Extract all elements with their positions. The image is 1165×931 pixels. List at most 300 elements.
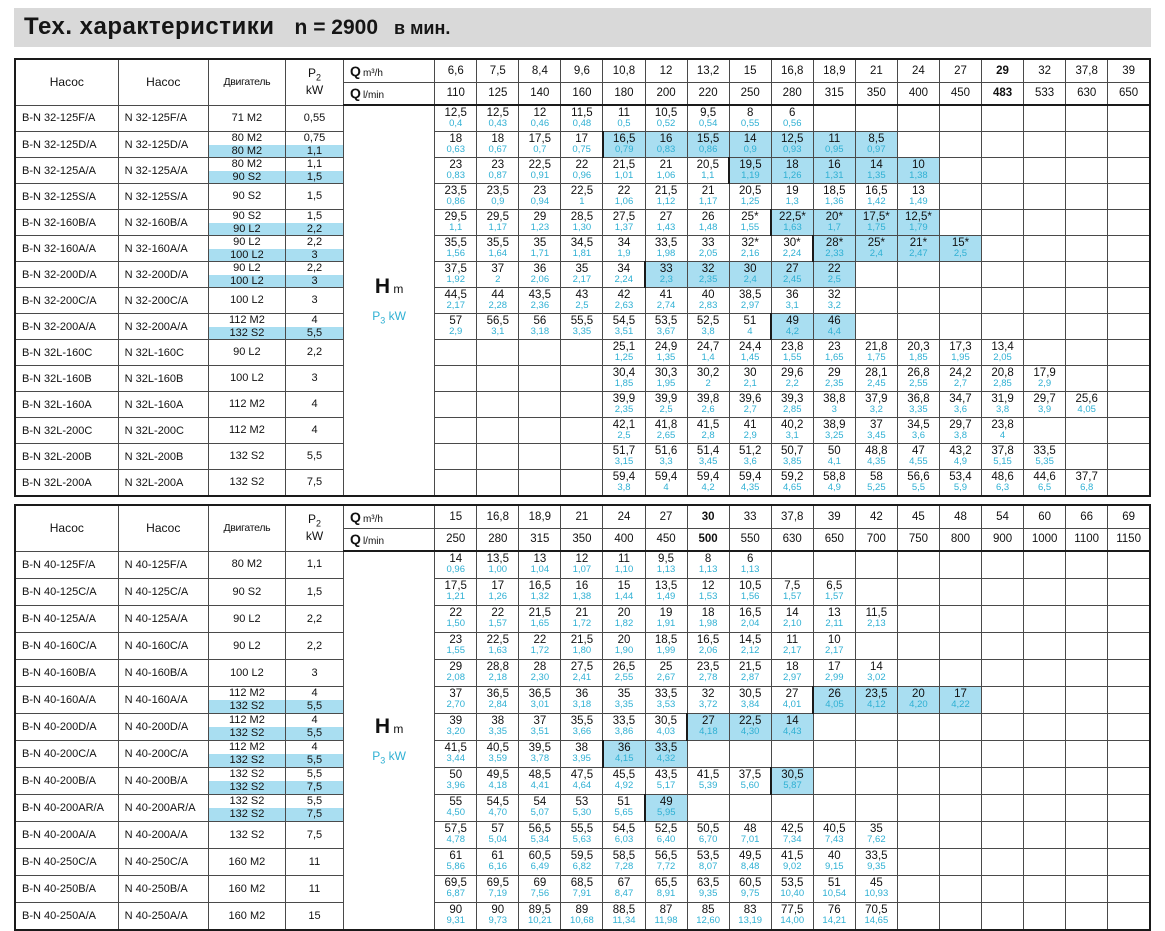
p3-value: 8,47 [614, 888, 634, 899]
p3-value: 1,75 [867, 222, 886, 233]
pump-n-name: N 40-160C/A [118, 633, 208, 660]
data-cell [1024, 551, 1066, 579]
motor-line: 132 S2 [209, 327, 285, 340]
data-cell [982, 822, 1024, 849]
p2-line: 7,5 [306, 476, 323, 489]
data-cell [519, 849, 561, 876]
data-cell [897, 849, 939, 876]
p3-value: 2,18 [488, 672, 508, 683]
data-cell [771, 314, 813, 340]
data-cell [435, 660, 477, 687]
p3-value: 7,34 [782, 834, 802, 845]
data-cell [897, 822, 939, 849]
p3-value: 7,56 [530, 888, 550, 899]
head-value: 49,5 [738, 850, 762, 862]
head-value: 17,5 [444, 580, 467, 592]
head-value: 33,5 [865, 850, 888, 862]
p3-value: 1,98 [698, 618, 718, 629]
p3-value: 0,83 [446, 170, 465, 181]
data-cell [1024, 795, 1066, 822]
p3-value: 1,13 [698, 564, 718, 575]
head-value: 36,8 [907, 393, 930, 405]
head-value: 88,5 [612, 904, 636, 916]
pump-bn-name: B-N 40-160A/A [15, 687, 118, 714]
data-cell [982, 714, 1024, 741]
head-value: 35 [869, 823, 883, 835]
p2-unit: kW [305, 529, 324, 544]
head-value: 35 [575, 263, 589, 275]
data-cell [855, 392, 897, 418]
p3-value: 1,43 [656, 222, 676, 233]
data-cell [855, 184, 897, 210]
data-cell [645, 714, 687, 741]
data-cell [519, 236, 561, 262]
head-value: 18 [785, 159, 799, 171]
data-cell [982, 606, 1024, 633]
head-value: 10,5 [654, 107, 678, 119]
head-value: 23 [827, 341, 841, 353]
motor-line: 90 L2 [233, 639, 261, 652]
p3-value: 1,13 [740, 564, 760, 575]
data-cell [939, 210, 981, 236]
data-cell [1024, 184, 1066, 210]
data-cell [603, 822, 645, 849]
column-header-pump-n: Насос [118, 505, 208, 551]
head-value: 17 [827, 661, 841, 673]
head-value: 22,5 [738, 715, 762, 727]
head-value: 23,5 [444, 185, 467, 197]
pump-bn-name: B-N 40-200C/A [15, 741, 118, 768]
data-cell [982, 444, 1024, 470]
p2-cell [285, 660, 343, 687]
data-cell [603, 314, 645, 340]
data-cell [813, 660, 855, 687]
data-cell [561, 105, 603, 132]
p3-value: 2,17 [782, 645, 802, 656]
head-value: 11,5 [571, 107, 593, 119]
flow-m3h-value: 15 [435, 505, 477, 528]
data-cell [1024, 579, 1066, 606]
data-cell [603, 579, 645, 606]
data-cell [1108, 236, 1150, 262]
data-cell [1024, 444, 1066, 470]
p3-value: 3,44 [446, 753, 465, 764]
spec-table-bn40 [14, 504, 1151, 931]
head-value: 41,5 [696, 419, 720, 431]
pump-bn-name: B-N 40-125F/A [15, 551, 118, 579]
column-header-motor: Двигатель [208, 59, 285, 105]
motor-cell [208, 579, 285, 606]
flow-lmin-value: 250 [729, 82, 771, 105]
p3-value: 3,45 [867, 430, 886, 441]
head-value: 17 [954, 688, 967, 700]
data-cell [729, 470, 771, 497]
data-cell [687, 606, 729, 633]
p2-line: 0,75 [303, 132, 326, 144]
p3-value: 3,35 [572, 326, 592, 337]
motor-line: 112 M2 [228, 314, 265, 326]
head-value: 22 [491, 607, 505, 619]
head-value: 14 [743, 133, 757, 145]
q-symbol: Q [350, 62, 361, 79]
p3-value: 5,34 [530, 834, 550, 845]
data-cell [729, 768, 771, 795]
p3-value: 2,05 [698, 248, 718, 259]
head-value: 16,5 [738, 607, 762, 619]
flow-m3h-value: 30 [687, 505, 729, 528]
flow-lmin-value: 400 [603, 528, 645, 551]
p3-value: 1,85 [614, 378, 634, 389]
head-value: 42 [617, 289, 631, 301]
p3-value: 11,98 [654, 915, 678, 926]
data-cell [897, 551, 939, 579]
head-value: 22 [575, 159, 589, 171]
p3-value: 10,21 [527, 915, 552, 926]
p3-value: 2,55 [909, 378, 928, 389]
data-cell [1066, 340, 1108, 366]
head-value: 30 [743, 367, 757, 379]
data-cell [1066, 132, 1108, 158]
flow-m3h-value: 37,8 [771, 505, 813, 528]
data-cell [1024, 849, 1066, 876]
head-value: 44,5 [444, 289, 467, 301]
p3-value: 1,91 [656, 618, 676, 629]
data-cell [813, 876, 855, 903]
data-cell [645, 132, 687, 158]
head-value: 21,5 [528, 607, 552, 619]
head-value: 70,5 [865, 904, 888, 916]
p3-value: 2,24 [782, 248, 802, 259]
data-cell [813, 903, 855, 931]
p3-value: 9,75 [740, 888, 760, 899]
flow-m3h-value: 24 [897, 59, 939, 82]
p3-value: 2,13 [867, 618, 886, 629]
data-cell [771, 876, 813, 903]
head-value: 41,5 [444, 742, 467, 754]
head-value: 44 [491, 289, 505, 301]
data-cell [939, 262, 981, 288]
data-cell [687, 418, 729, 444]
head-value: 57 [449, 315, 463, 327]
pump-row [15, 606, 1150, 633]
head-value: 48,6 [991, 471, 1014, 483]
data-cell [603, 158, 645, 184]
p3-value: 0,94 [530, 196, 550, 207]
data-cell [855, 849, 897, 876]
data-cell [855, 687, 897, 714]
head-value: 16 [659, 133, 673, 145]
head-value: 56,5 [528, 823, 552, 835]
data-cell [1024, 340, 1066, 366]
data-cell [982, 470, 1024, 497]
data-cell [477, 314, 519, 340]
data-cell [813, 366, 855, 392]
head-value: 23 [449, 159, 463, 171]
head-value: 30,5 [654, 715, 677, 727]
head-value: 24,2 [949, 367, 972, 379]
p3-symbol: Р [372, 749, 381, 764]
head-value: 34 [617, 263, 631, 275]
head-value: 13,5 [486, 553, 509, 565]
p3-value: 0,54 [698, 118, 718, 129]
p2-cell [285, 795, 343, 822]
head-value: 60,5 [528, 850, 552, 862]
data-cell [645, 366, 687, 392]
pump-bn-name: B-N 32-125D/A [15, 132, 118, 158]
p3-value: 4,18 [488, 780, 508, 791]
p2-cell [285, 418, 343, 444]
p3-value: 2,17 [446, 300, 465, 311]
data-cell [771, 470, 813, 497]
head-value: 36,5 [486, 688, 509, 700]
motor-cell [208, 714, 285, 741]
data-cell [603, 795, 645, 822]
head-value: 51,6 [654, 445, 678, 457]
head-value: 59,4 [612, 471, 636, 483]
data-cell [1108, 418, 1150, 444]
data-cell [687, 551, 729, 579]
motor-cell [208, 210, 285, 236]
motor-cell [208, 418, 285, 444]
data-cell [645, 470, 687, 497]
head-value: 33 [659, 263, 673, 275]
p3-value: 11,34 [612, 915, 636, 926]
data-cell [435, 470, 477, 497]
data-cell [435, 340, 477, 366]
data-cell [519, 876, 561, 903]
head-value: 26,5 [612, 661, 636, 673]
head-value: 50,7 [781, 445, 804, 457]
p3-value: 0,96 [572, 170, 592, 181]
pump-n-name: N 32-200C/A [118, 288, 208, 314]
pump-n-name: N 32L-160A [118, 392, 208, 418]
data-cell [519, 158, 561, 184]
data-cell [435, 288, 477, 314]
data-cell [939, 288, 981, 314]
head-value: 17,5* [862, 211, 890, 223]
data-cell [813, 849, 855, 876]
data-cell [1024, 741, 1066, 768]
head-value: 20 [912, 688, 925, 700]
data-cell [1066, 579, 1108, 606]
data-cell [435, 849, 477, 876]
p3-value: 4,12 [867, 699, 886, 710]
p3-value: 4,01 [782, 699, 802, 710]
data-cell [729, 392, 771, 418]
flow-m3h-value: 39 [1108, 59, 1150, 82]
p2-cell [285, 579, 343, 606]
p3-value: 2,7 [953, 378, 968, 389]
data-cell [939, 741, 981, 768]
head-value: 42,1 [612, 419, 636, 431]
data-cell [1024, 633, 1066, 660]
p3-value: 2,2 [785, 378, 799, 389]
p3-value: 1,49 [909, 196, 928, 207]
flow-m3h-value: 48 [939, 505, 981, 528]
head-value: 16,5 [865, 185, 888, 197]
p3-value: 1,10 [614, 564, 634, 575]
data-cell [477, 418, 519, 444]
p2-line: 4 [311, 687, 318, 699]
head-value: 9,5 [658, 553, 675, 565]
p3-value: 2,74 [656, 300, 676, 311]
p3-value: 10,54 [822, 888, 847, 899]
head-value: 6 [746, 553, 754, 565]
head-value: 54,5 [612, 823, 636, 835]
p3-value: 7,72 [656, 861, 676, 872]
head-value: 37 [449, 688, 463, 700]
data-cell [645, 262, 687, 288]
p3-value: 8,48 [740, 861, 760, 872]
data-cell [771, 741, 813, 768]
data-cell [897, 444, 939, 470]
data-cell [939, 132, 981, 158]
pump-bn-name: B-N 32L-160C [15, 340, 118, 366]
data-cell [771, 184, 813, 210]
pump-row [15, 470, 1150, 497]
data-cell [939, 903, 981, 931]
head-value: 48 [743, 823, 757, 835]
p2-cell [285, 236, 343, 262]
p3-value: 0,87 [488, 170, 508, 181]
head-value: 85 [701, 904, 715, 916]
flow-lmin-value: 280 [771, 82, 813, 105]
p3-value: 3,18 [530, 326, 550, 337]
p3-value: 10,68 [570, 915, 594, 926]
p3-value: 3,1 [491, 326, 505, 337]
head-value: 48,5 [528, 769, 552, 781]
pump-row [15, 795, 1150, 822]
flow-m3h-value: 6,6 [435, 59, 477, 82]
data-cell [435, 444, 477, 470]
p2-cell [285, 262, 343, 288]
data-cell [561, 633, 603, 660]
data-cell [519, 714, 561, 741]
head-value: 65,5 [654, 877, 678, 889]
head-value: 25,1 [612, 341, 636, 353]
p3-value: 2,35 [698, 274, 718, 285]
pump-row [15, 551, 1150, 579]
p3-value: 7,43 [825, 834, 844, 845]
head-value: 23,5 [486, 185, 509, 197]
motor-cell [208, 340, 285, 366]
motor-cell [208, 105, 285, 132]
pump-n-name: N 40-250C/A [118, 849, 208, 876]
motor-cell [208, 903, 285, 931]
head-value: 45 [869, 877, 883, 889]
motor-line: 90 S2 [209, 171, 285, 184]
data-cell [645, 606, 687, 633]
head-value: 57 [491, 823, 505, 835]
p3-value: 5,30 [572, 807, 592, 818]
head-value: 76 [827, 904, 841, 916]
data-cell [939, 551, 981, 579]
head-value: 39,8 [696, 393, 720, 405]
head-value: 43,5 [528, 289, 552, 301]
data-cell [813, 340, 855, 366]
head-value: 51 [827, 877, 841, 889]
p2-cell [285, 444, 343, 470]
flow-lmin-value: 110 [435, 82, 477, 105]
head-value: 56,5 [654, 850, 678, 862]
p3-value: 1,37 [614, 222, 634, 233]
data-cell [771, 340, 813, 366]
head-value: 43,5 [654, 769, 678, 781]
p3-value: 3,96 [446, 780, 465, 791]
head-value: 23 [533, 185, 547, 197]
p3-value: 1,75 [867, 352, 886, 363]
p3-value: 3,8 [953, 430, 968, 441]
data-cell [771, 132, 813, 158]
data-cell [435, 418, 477, 444]
p3-value: 1,32 [530, 591, 550, 602]
p2-line: 4 [311, 398, 318, 411]
data-cell [561, 444, 603, 470]
p3-value: 4,70 [488, 807, 508, 818]
p2-line: 3 [286, 249, 343, 262]
data-cell [897, 392, 939, 418]
pump-n-name: N 32L-160B [118, 366, 208, 392]
p3-value: 10,93 [864, 888, 889, 899]
head-value: 40 [701, 289, 715, 301]
data-cell [603, 366, 645, 392]
pump-bn-name: B-N 32-200C/A [15, 288, 118, 314]
motor-line: 132 S2 [229, 476, 265, 489]
data-cell [729, 444, 771, 470]
pump-n-name: N 32-125S/A [118, 184, 208, 210]
data-cell [603, 768, 645, 795]
data-cell [939, 876, 981, 903]
p3-value: 2,70 [446, 699, 465, 710]
head-value: 16,5 [696, 634, 720, 646]
motor-cell [208, 551, 285, 579]
flow-lmin-value: 450 [645, 528, 687, 551]
p3-value: 4,1 [827, 456, 841, 467]
motor-line: 80 M2 [231, 158, 263, 170]
column-header-p2 [285, 505, 343, 551]
flow-lmin-value: 315 [813, 82, 855, 105]
motor-cell [208, 288, 285, 314]
pump-n-name: N 40-200C/A [118, 741, 208, 768]
head-value: 59,4 [696, 471, 720, 483]
head-value: 53 [575, 796, 589, 808]
column-header-pump-bn: Насос [15, 59, 118, 105]
data-cell [1108, 105, 1150, 132]
p3-value: 4,2 [785, 326, 800, 337]
head-value: 61 [491, 850, 505, 862]
p3-value: 8,07 [698, 861, 718, 872]
p3-value: 5,5 [911, 482, 926, 493]
data-cell [687, 579, 729, 606]
head-value: 8 [704, 553, 712, 565]
data-cell [729, 340, 771, 366]
data-cell [435, 210, 477, 236]
pump-n-name: N 32-160B/A [118, 210, 208, 236]
motor-cell [208, 470, 285, 497]
data-cell [519, 105, 561, 132]
data-cell [1066, 768, 1108, 795]
flow-lmin-value: 900 [982, 528, 1024, 551]
p3-value: 1,64 [488, 248, 508, 259]
motor-line: 132 S2 [209, 781, 285, 794]
p3-value: 1,99 [656, 645, 676, 656]
data-cell [855, 551, 897, 579]
p3-value: 2,36 [530, 300, 550, 311]
data-cell [687, 236, 729, 262]
p3-value: 2,17 [572, 274, 592, 285]
flow-m3h-value: 16,8 [477, 505, 519, 528]
data-cell [645, 392, 687, 418]
